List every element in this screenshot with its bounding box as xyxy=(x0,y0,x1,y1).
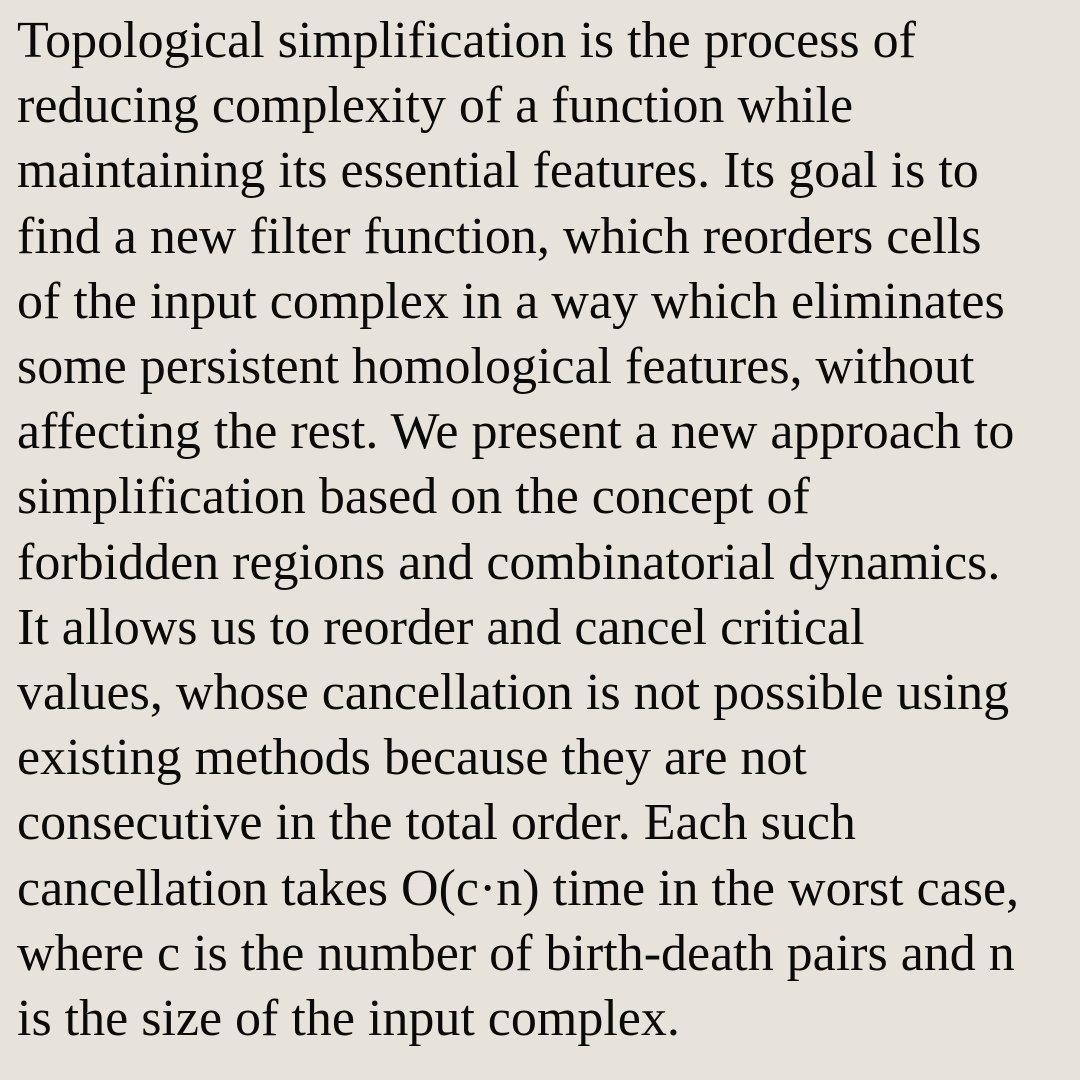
abstract-line: simplification based on the concept of xyxy=(17,468,810,526)
abstract-line: existing methods because they are not xyxy=(17,729,807,787)
abstract-line: is the size of the input complex. xyxy=(17,990,680,1048)
abstract-line: find a new filter function, which reorders cells xyxy=(17,207,982,265)
abstract-line: of the input complex in a way which eliminates xyxy=(17,272,1005,330)
abstract-line: some persistent homological features, without xyxy=(17,338,975,396)
abstract-line: values, whose cancellation is not possible using xyxy=(17,664,1010,722)
abstract-line: maintaining its essential features. Its goal is to xyxy=(17,142,979,200)
abstract-line: reducing complexity of a function while xyxy=(17,77,854,135)
abstract-line: It allows us to reorder and cancel critical xyxy=(17,598,865,656)
abstract-line: forbidden regions and combinatorial dynamics. xyxy=(17,533,1001,591)
abstract-line: consecutive in the total order. Each such xyxy=(17,794,856,852)
abstract-line: where c is the number of birth-death pairs and n xyxy=(17,924,1015,982)
abstract-line: Topological simplification is the process of xyxy=(17,12,916,69)
abstract-line: cancellation takes O(c·n) time in the worst case, xyxy=(17,859,1020,917)
abstract-text xyxy=(17,8,1072,1051)
abstract-line: affecting the rest. We present a new approach to xyxy=(17,403,1015,461)
